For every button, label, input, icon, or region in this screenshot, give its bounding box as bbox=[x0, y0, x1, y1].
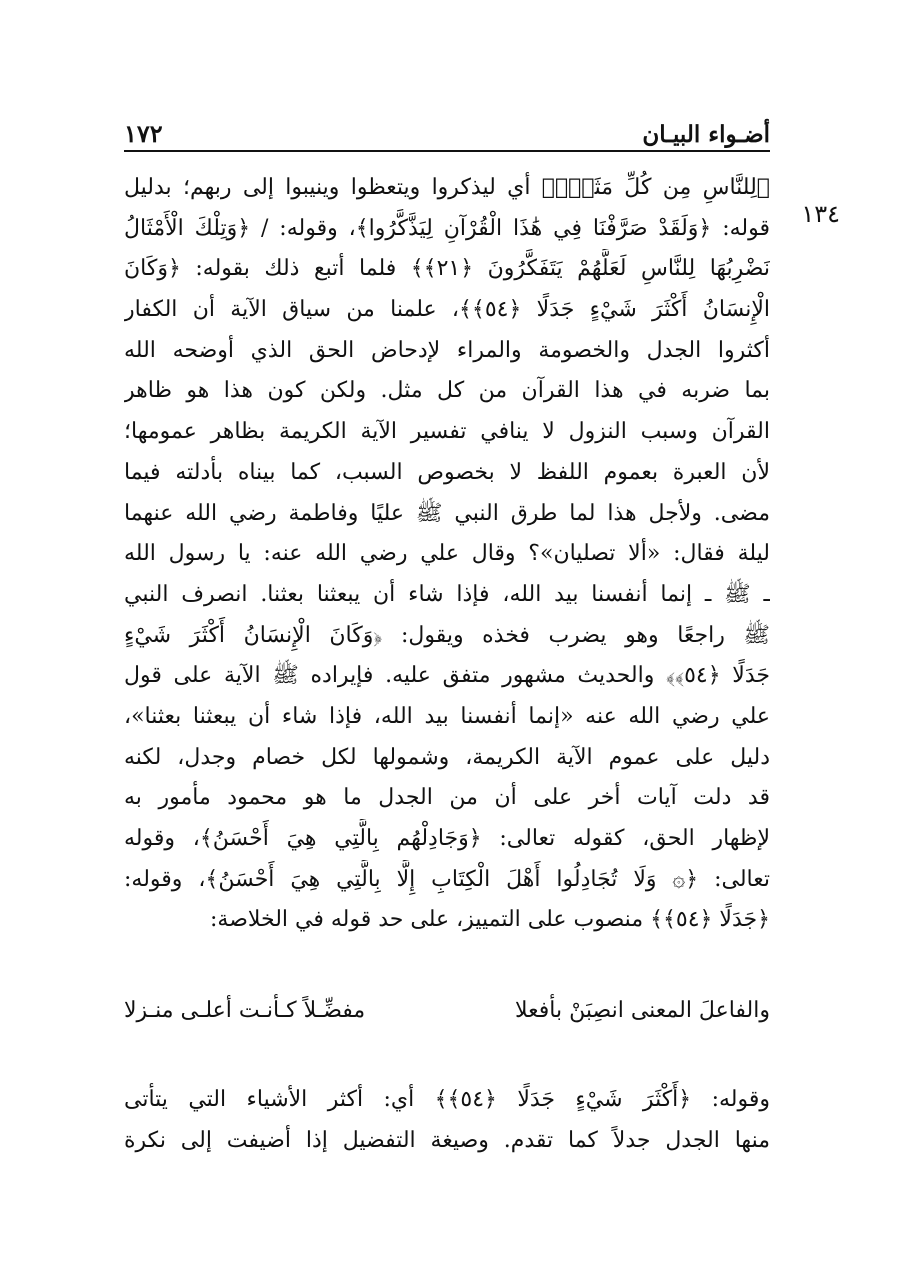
verse-first-hemistich: والفاعلَ المعنى انصِبَنْ بأفعلا bbox=[515, 997, 770, 1023]
page-header bbox=[124, 108, 770, 148]
text-line: وقوله: ﴿أَكْثَرَ شَيْءٍ جَدَلًا ﴿٥٤﴾﴾ أي: أكثر الأشياء التي يتأتى bbox=[124, 1087, 770, 1112]
page-number: ١٧٢ bbox=[124, 119, 163, 148]
text-line: قوله: ﴿وَلَقَدْ صَرَّفْنَا فِي هَٰذَا الْقُرْآنِ لِيَذَّكَّرُوا﴾، وقوله: / ﴿وَتِلْكَ الْأَمْثَالُ bbox=[124, 215, 770, 241]
text-line: لإظهار الحق، كقوله تعالى: ﴿وَجَادِلْهُم بِالَّتِي هِيَ أَحْسَنُ﴾، وقوله bbox=[124, 826, 770, 851]
header-rule bbox=[124, 150, 770, 152]
text-line: ﴿جَدَلًا ﴿٥٤﴾﴾ منصوب على التمييز، على حد قوله في الخلاصة: bbox=[209, 907, 770, 933]
margin-page-number: ١٣٤ bbox=[801, 200, 840, 228]
text-line: ليلة فقال: «ألا تصليان»؟ وقال علي رضي الله عنه: يا رسول الله bbox=[124, 541, 770, 567]
running-title: أضـواء البيـان bbox=[642, 121, 770, 148]
text-line: جَدَلًا ﴿٥٤﴾﴾ والحديث مشهور متفق عليه. فإيراده ﷺ الآية على قول bbox=[124, 663, 770, 689]
text-line: تعالى: ﴿۞ وَلَا تُجَادِلُوا أَهْلَ الْكِتَابِ إِلَّا بِالَّتِي هِيَ أَحْسَنُ﴾، وقوله: bbox=[124, 866, 770, 892]
text-line: منها الجدل جدلاً كما تقدم. وصيغة التفضيل إذا أضيفت إلى نكرة bbox=[124, 1127, 770, 1153]
text-line: ـ ﷺ ـ إنما أنفسنا بيد الله، فإذا شاء أن يبعثنا بعثنا. انصرف النبي bbox=[124, 581, 770, 607]
text-line: أكثروا الجدل والخصومة والمراء لإدحاض الحق الذي أوضحه الله bbox=[124, 337, 770, 363]
text-line: قد دلت آيات أخر على أن من الجدل ما هو محمود مأمور به bbox=[124, 785, 770, 811]
text-line: لأن العبرة بعموم اللفظ لا بخصوص السبب، كما بيناه بأدلته فيما bbox=[124, 459, 770, 485]
text-line: القرآن وسبب النزول لا ينافي تفسير الآية الكريمة بظاهر عمومها؛ bbox=[124, 419, 770, 445]
verse-second-hemistich: مفضِّـلاً كـأنـت أعلـى منـزلا bbox=[124, 997, 366, 1023]
text-line: ﷺ راجعًا وهو يضرب فخذه ويقول: ﴿وَكَانَ الْإِنسَانُ أَكْثَرَ شَيْءٍ bbox=[124, 622, 770, 648]
text-line: بما ضربه في هذا القرآن من كل مثل. ولكن كون هذا هو ظاهر bbox=[124, 378, 770, 404]
text-line: مضى. ولأجل هذا لما طرق النبي ﷺ عليًا وفاطمة رضي الله عنهما bbox=[124, 500, 770, 526]
text-line: الْإِنسَانُ أَكْثَرَ شَيْءٍ جَدَلًا ﴿٥٤﴾﴾، علمنا من سياق الآية أن الكفار bbox=[124, 297, 770, 323]
closing-paragraph bbox=[124, 1080, 770, 1161]
main-text bbox=[124, 168, 770, 941]
poetry-verse bbox=[124, 988, 770, 1032]
text-line: نَضْرِبُهَا لِلنَّاسِ لَعَلَّهُمْ يَتَفَكَّرُونَ ﴿٢١﴾﴾ فلما أتبع ذلك بقوله: ﴿وَكَانَ bbox=[124, 256, 770, 282]
text-line: علي رضي الله عنه «إنما أنفسنا بيد الله، فإذا شاء أن يبعثنا بعثنا»، bbox=[124, 703, 770, 729]
text-line: ﴿لِلنَّاسِ مِن كُلِّ مَثَلٍۚ﴾ أي ليذكروا ويتعظوا وينيبوا إلى ربهم؛ بدليل bbox=[124, 175, 770, 200]
text-line: دليل على عموم الآية الكريمة، وشمولها لكل خصام وجدل، لكنه bbox=[124, 744, 770, 770]
